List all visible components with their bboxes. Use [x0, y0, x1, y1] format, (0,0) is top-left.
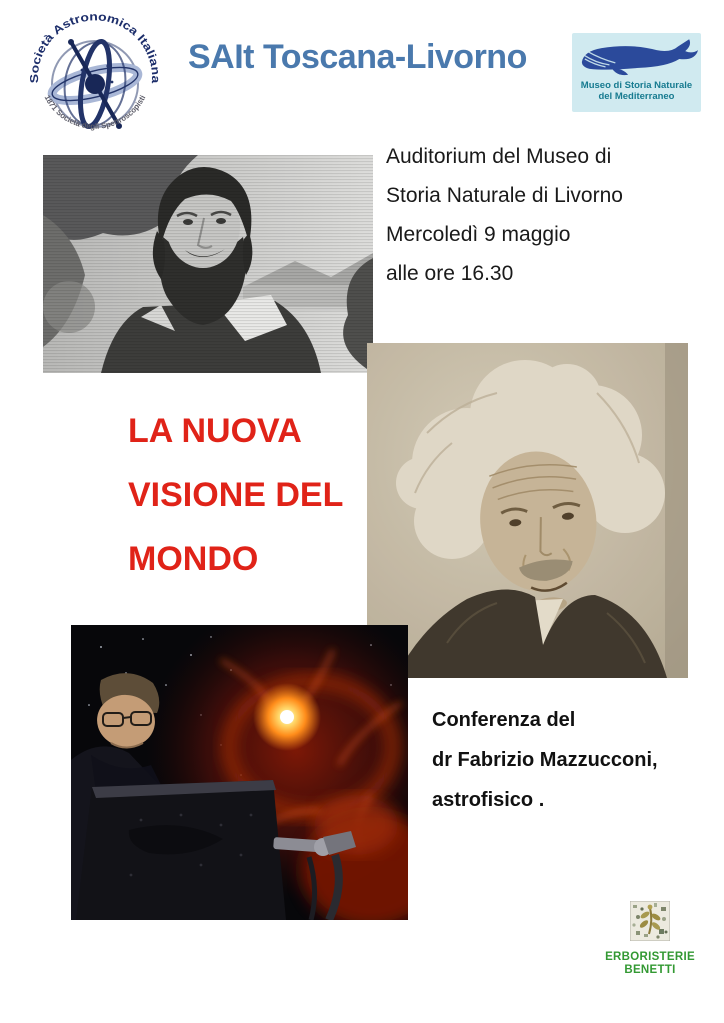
event-details	[386, 144, 623, 300]
sponsor-name	[597, 951, 703, 977]
museum-name-line2: del Mediterraneo	[598, 90, 675, 102]
museum-logo	[572, 33, 701, 112]
speaker-line2: dr Fabrizio Mazzucconi,	[432, 749, 658, 771]
museum-name	[581, 81, 692, 102]
armillary-sphere-icon	[24, 4, 166, 144]
whale-icon	[574, 35, 700, 81]
event-time: alle ore 16.30	[386, 262, 514, 285]
conference-headline	[128, 410, 343, 602]
sponsor-name-line2: BENETTI	[624, 964, 676, 976]
page-title: SAIt Toscana-Livorno	[188, 38, 527, 76]
sai-society-logo	[24, 4, 166, 144]
event-date: Mercoledì 9 maggio	[386, 223, 571, 246]
headline-line1: LA NUOVA	[128, 412, 302, 450]
headline-line3: MONDO	[128, 540, 259, 578]
speaker-line1: Conferenza del	[432, 709, 576, 731]
venue-line1: Auditorium del Museo di	[386, 145, 612, 168]
sai-arc-bottom-text: 1871 Società degli Spettroscopisti	[42, 93, 148, 131]
screen-panel	[76, 780, 286, 920]
speaker-line3: astrofisico .	[432, 789, 545, 811]
museum-name-line1: Museo di Storia Naturale	[580, 80, 693, 91]
sponsor-name-line1: ERBORISTERIE	[605, 951, 695, 963]
sponsor-logo	[597, 901, 703, 977]
headline-line2: VISIONE DEL	[128, 476, 344, 514]
hawking-photo	[71, 625, 408, 920]
galileo-portrait-image	[43, 155, 373, 373]
einstein-photo	[367, 343, 688, 678]
venue-line2: Storia Naturale di Livorno	[386, 184, 623, 207]
speaker-info	[432, 708, 658, 828]
sai-arc-top-text: Società Astronomica Italiana	[28, 11, 162, 84]
herb-sprig-icon	[630, 901, 670, 941]
